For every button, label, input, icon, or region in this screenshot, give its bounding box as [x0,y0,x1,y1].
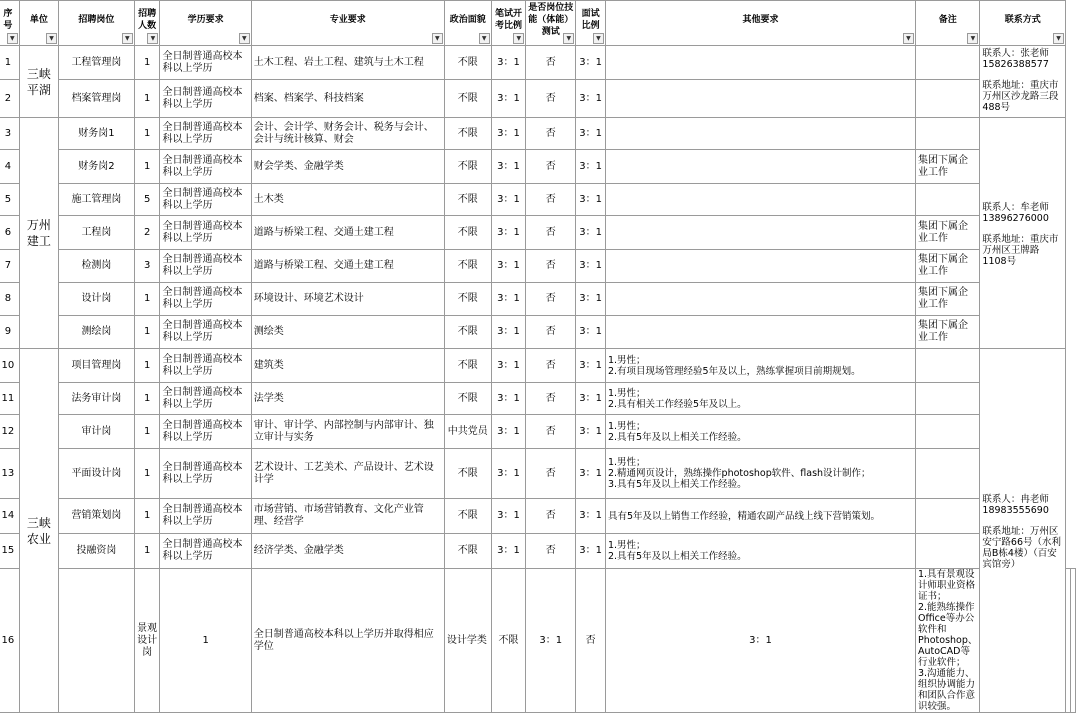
other-line: 2.具有5年及以上相关工作经验。 [607,431,747,443]
cell-major: 道路与桥梁工程、交通土建工程 [251,250,444,283]
cell-skill-test: 否 [526,283,576,316]
cell-written-ratio: 3：1 [491,349,526,383]
other-line: 1.男性； [607,540,646,551]
other-line: 具有5年及以上销售工作经验，精通农副产品线上线下营销策划。 [607,510,881,522]
cell-written-ratio: 3：1 [491,383,526,415]
cell-written-ratio: 3：1 [491,316,526,349]
other-line: 2.能熟练操作Office等办公软件和Photoshop、AutoCAD等行业软件； [917,602,978,668]
cell-remark [915,499,979,534]
cell-remark [915,534,979,569]
cell-seq: 11 [0,383,19,415]
cell-post: 营销策划岗 [59,499,135,534]
cell-edu: 全日制普通高校本科以上学历 [160,383,251,415]
cell-seq: 14 [0,499,19,534]
filter-dropdown-icon[interactable]: ▼ [432,33,443,44]
cell-major: 建筑类 [251,349,444,383]
cell-written-ratio: 3：1 [491,283,526,316]
cell-skill-test: 否 [526,118,576,150]
table-row [0,383,1076,415]
cell-count: 1 [134,383,160,415]
filter-dropdown-icon[interactable]: ▼ [593,33,604,44]
cell-skill-test: 否 [526,250,576,283]
cell-politics: 不限 [444,184,491,216]
other-line: 1.男性； [607,457,646,468]
header-row [0,1,1076,46]
cell-written-ratio: 3：1 [491,250,526,283]
table-row [0,46,1076,80]
filter-dropdown-icon[interactable]: ▼ [7,33,18,44]
table-row [0,250,1076,283]
header-other: 其他要求 ▼ [605,1,915,46]
cell-seq: 3 [0,118,19,150]
cell-other [605,150,915,184]
filter-dropdown-icon[interactable]: ▼ [479,33,490,44]
cell-interview-ratio: 3：1 [576,499,606,534]
header-edu: 学历要求 ▼ [160,1,251,46]
cell-post: 测绘岗 [59,316,135,349]
cell-edu: 全日制普通高校本科以上学历 [160,184,251,216]
cell-major: 道路与桥梁工程、交通土建工程 [251,216,444,250]
cell-post: 项目管理岗 [59,349,135,383]
cell-post: 法务审计岗 [59,383,135,415]
cell-written-ratio: 3：1 [491,216,526,250]
cell-unit-sanxia-pinghu: 三峡平湖 [19,46,58,118]
cell-remark: 集团下属企业工作 [915,150,979,184]
other-line: 2.精通网页设计，熟练操作photoshop软件、flash设计制作； [607,468,871,479]
cell-edu: 全日制普通高校本科以上学历 [160,534,251,569]
cell-unit-wanzhou-jiangong: 万州建工 [19,118,58,349]
cell-major: 土木工程、岩土工程、建筑与土木工程 [251,46,444,80]
cell-interview-ratio: 3：1 [576,449,606,499]
cell-other [605,80,915,118]
cell-interview-ratio: 3：1 [576,250,606,283]
table-row [0,216,1076,250]
cell-written-ratio: 3：1 [491,80,526,118]
other-line: 2.具有相关工作经验5年及以上。 [607,398,747,410]
cell-count: 1 [134,80,160,118]
contact-person: 联系人：张老师 [982,48,1049,59]
other-line: 2.具有5年及以上相关工作经验。 [607,551,747,562]
cell-edu: 全日制普通高校本科以上学历 [160,150,251,184]
cell-edu: 全日制普通高校本科以上学历 [160,118,251,150]
cell-remark [915,449,979,499]
cell-seq: 5 [0,184,19,216]
cell-remark [915,184,979,216]
cell-post: 景观设计岗 [134,569,160,713]
header-written-ratio: 笔试开考比例 ▼ [491,1,526,46]
cell-politics: 不限 [444,216,491,250]
cell-seq: 12 [0,415,19,449]
contact-phone: 15826388577 [982,59,1049,70]
cell-politics: 不限 [444,383,491,415]
cell-major: 审计、审计学、内部控制与内部审计、独立审计与实务 [251,415,444,449]
cell-interview-ratio: 3：1 [576,118,606,150]
cell-written-ratio: 3：1 [491,150,526,184]
cell-contact-c [980,349,1066,713]
cell-seq: 16 [0,569,19,713]
header-interview-ratio: 面试比例 ▼ [576,1,606,46]
cell-major: 财会学类、金融学类 [251,150,444,184]
cell-count: 5 [134,184,160,216]
cell-politics: 不限 [444,349,491,383]
contact-address: 联系地址：万州区安宁路66号（水利局B栋4楼）（百安宾馆旁） [982,525,1061,570]
cell-written-ratio: 3：1 [491,184,526,216]
cell-count: 2 [134,216,160,250]
contact-phone: 18983555690 [982,504,1049,516]
cell-interview-ratio: 3：1 [576,534,606,569]
cell-major: 设计学类 [444,569,491,713]
cell-other [605,283,915,316]
cell-major: 市场营销、市场营销教育、文化产业管理、经营学 [251,499,444,534]
cell-interview-ratio: 3：1 [576,150,606,184]
cell-major: 法学类 [251,383,444,415]
other-line: 1.男性； [607,354,646,366]
cell-major: 土木类 [251,184,444,216]
filter-dropdown-icon[interactable]: ▼ [967,33,978,44]
cell-seq: 9 [0,316,19,349]
cell-interview-ratio: 3：1 [576,184,606,216]
cell-seq: 10 [0,349,19,383]
cell-politics: 中共党员 [444,415,491,449]
table-row [0,415,1076,449]
cell-other [915,569,979,713]
cell-unit-sanxia-nongye: 三峡农业 [19,349,58,713]
cell-skill-test: 否 [526,449,576,499]
header-seq: 序号 ▼ [0,1,19,46]
filter-dropdown-icon[interactable]: ▼ [239,33,250,44]
cell-post: 档案管理岗 [59,80,135,118]
cell-skill-test: 否 [526,349,576,383]
cell-seq: 8 [0,283,19,316]
cell-seq: 15 [0,534,19,569]
cell-edu: 全日制普通高校本科以上学历 [160,80,251,118]
cell-edu: 全日制普通高校本科以上学历 [160,46,251,80]
cell-unit-empty [59,569,135,713]
cell-skill-test: 否 [526,499,576,534]
cell-post: 平面设计岗 [59,449,135,499]
cell-politics: 不限 [491,569,526,713]
cell-seq: 7 [0,250,19,283]
cell-skill-test: 否 [526,150,576,184]
cell-remark: 集团下属企业工作 [915,316,979,349]
cell-edu: 全日制普通高校本科以上学历 [160,216,251,250]
cell-remark: 集团下属企业工作 [915,250,979,283]
cell-remark [915,46,979,80]
contact-address: 联系地址：重庆市万州区沙龙路三段488号 [982,80,1059,113]
cell-post: 设计岗 [59,283,135,316]
cell-interview-ratio: 3：1 [576,46,606,80]
filter-dropdown-icon[interactable]: ▼ [563,33,574,44]
cell-politics: 不限 [444,449,491,499]
contact-phone: 13896276000 [982,212,1049,224]
cell-interview-ratio: 3：1 [576,283,606,316]
cell-count: 1 [134,449,160,499]
header-contact: 联系方式 ▼ [980,1,1066,46]
cell-count: 1 [134,349,160,383]
cell-remark [915,415,979,449]
table-row [0,150,1076,184]
cell-interview-ratio: 3：1 [576,415,606,449]
cell-politics: 不限 [444,499,491,534]
cell-remark [915,80,979,118]
cell-written-ratio: 3：1 [491,534,526,569]
header-post: 招聘岗位 ▼ [59,1,135,46]
cell-politics: 不限 [444,283,491,316]
cell-count: 1 [134,534,160,569]
cell-politics: 不限 [444,46,491,80]
cell-seq: 1 [0,46,19,80]
cell-post: 施工管理岗 [59,184,135,216]
filter-dropdown-icon[interactable]: ▼ [46,33,57,44]
cell-remark [915,383,979,415]
cell-seq: 4 [0,150,19,184]
cell-interview-ratio: 3：1 [605,569,915,713]
cell-seq: 13 [0,449,19,499]
cell-other [605,499,915,534]
cell-other [605,534,915,569]
other-line: 2.有项目现场管理经验5年及以上，熟练掌握项目前期规划。 [607,365,861,377]
table-row [0,80,1076,118]
cell-count: 3 [134,250,160,283]
cell-remark [915,349,979,383]
other-line: 3.具有5年及以上相关工作经验。 [607,479,747,490]
cell-written-ratio: 3：1 [491,499,526,534]
cell-major: 档案、档案学、科技档案 [251,80,444,118]
cell-post: 投融资岗 [59,534,135,569]
cell-edu: 全日制普通高校本科以上学历 [160,349,251,383]
table-row [0,569,1076,713]
cell-count: 1 [134,118,160,150]
cell-interview-ratio: 3：1 [576,349,606,383]
cell-contact-a [980,46,1066,118]
cell-other [605,383,915,415]
table-row [0,283,1076,316]
cell-politics: 不限 [444,80,491,118]
filter-dropdown-icon[interactable]: ▼ [513,33,524,44]
cell-count: 1 [134,415,160,449]
cell-edu: 全日制普通高校本科以上学历并取得相应学位 [251,569,444,713]
cell-other [605,316,915,349]
cell-politics: 不限 [444,118,491,150]
cell-skill-test: 否 [526,184,576,216]
table-row [0,316,1076,349]
table-row [0,449,1076,499]
cell-skill-test: 否 [526,216,576,250]
cell-other [605,46,915,80]
table-row [0,349,1076,383]
cell-count: 1 [134,283,160,316]
cell-post: 财务岗1 [59,118,135,150]
cell-written-ratio: 3：1 [491,449,526,499]
cell-count: 1 [134,499,160,534]
cell-contact-empty [1071,569,1076,713]
cell-remark: 集团下属企业工作 [915,216,979,250]
cell-politics: 不限 [444,250,491,283]
cell-post: 工程管理岗 [59,46,135,80]
cell-skill-test: 否 [526,383,576,415]
filter-dropdown-icon[interactable]: ▼ [1053,33,1064,44]
filter-dropdown-icon[interactable]: ▼ [122,33,133,44]
cell-seq: 2 [0,80,19,118]
cell-skill-test: 否 [576,569,606,713]
cell-edu: 全日制普通高校本科以上学历 [160,250,251,283]
contact-person: 联系人：牟老师 [982,201,1049,213]
header-major: 专业要求 ▼ [251,1,444,46]
filter-dropdown-icon[interactable]: ▼ [903,33,914,44]
cell-interview-ratio: 3：1 [576,316,606,349]
cell-skill-test: 否 [526,80,576,118]
table-row [0,118,1076,150]
cell-other [605,449,915,499]
cell-written-ratio: 3：1 [526,569,576,713]
cell-edu: 全日制普通高校本科以上学历 [160,316,251,349]
cell-skill-test: 否 [526,415,576,449]
header-remark: 备注 ▼ [915,1,979,46]
cell-other [605,415,915,449]
cell-edu: 全日制普通高校本科以上学历 [160,499,251,534]
cell-skill-test: 否 [526,534,576,569]
cell-other [605,349,915,383]
cell-interview-ratio: 3：1 [576,383,606,415]
cell-edu: 全日制普通高校本科以上学历 [160,415,251,449]
cell-written-ratio: 3：1 [491,118,526,150]
cell-remark [915,118,979,150]
cell-count: 1 [160,569,251,713]
table-row [0,184,1076,216]
cell-major: 环境设计、环境艺术设计 [251,283,444,316]
other-line: 3.沟通能力、组织协调能力和团队合作意识较强。 [917,668,975,712]
cell-major: 会计、会计学、财务会计、税务与会计、会计与统计核算、财会 [251,118,444,150]
cell-other [605,216,915,250]
cell-post: 审计岗 [59,415,135,449]
contact-address: 联系地址：重庆市万州区王牌路1108号 [982,233,1059,267]
table-row [0,499,1076,534]
cell-edu: 全日制普通高校本科以上学历 [160,449,251,499]
cell-skill-test: 否 [526,316,576,349]
cell-count: 1 [134,46,160,80]
cell-count: 1 [134,316,160,349]
cell-interview-ratio: 3：1 [576,80,606,118]
cell-post: 检测岗 [59,250,135,283]
other-line: 1.具有景观设计师职业资格证书； [917,569,975,602]
cell-written-ratio: 3：1 [491,415,526,449]
table-row [0,534,1076,569]
header-politics: 政治面貌 ▼ [444,1,491,46]
cell-politics: 不限 [444,150,491,184]
contact-person: 联系人：冉老师 [982,493,1049,505]
filter-dropdown-icon[interactable]: ▼ [147,33,158,44]
cell-politics: 不限 [444,316,491,349]
cell-major: 艺术设计、工艺美术、产品设计、艺术设计学 [251,449,444,499]
cell-major: 测绘类 [251,316,444,349]
cell-count: 1 [134,150,160,184]
cell-other [605,118,915,150]
cell-other [605,184,915,216]
cell-post: 财务岗2 [59,150,135,184]
cell-seq: 6 [0,216,19,250]
cell-major: 经济学类、金融学类 [251,534,444,569]
cell-skill-test: 否 [526,46,576,80]
cell-interview-ratio: 3：1 [576,216,606,250]
header-skill-test: 是否岗位技能（体能）测试 ▼ [526,1,576,46]
cell-written-ratio: 3：1 [491,46,526,80]
other-line: 1.男性； [607,420,646,432]
cell-edu: 全日制普通高校本科以上学历 [160,283,251,316]
cell-post: 工程岗 [59,216,135,250]
cell-contact-b [980,118,1066,349]
cell-other [605,250,915,283]
other-line: 1.男性； [607,387,646,399]
cell-politics: 不限 [444,534,491,569]
header-count: 招聘人数 ▼ [134,1,160,46]
header-unit: 单位 ▼ [19,1,58,46]
cell-remark: 集团下属企业工作 [915,283,979,316]
